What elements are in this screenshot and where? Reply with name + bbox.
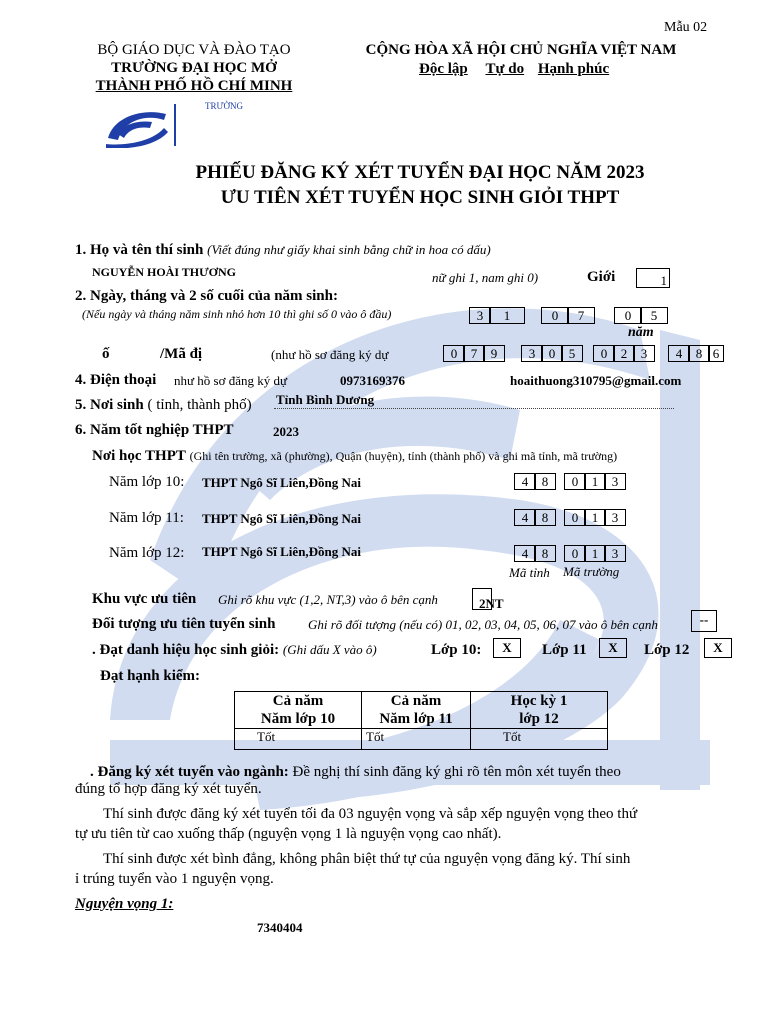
excellence-g11-label: Lớp 11	[542, 642, 587, 658]
conduct-value-g11: Tốt	[362, 729, 471, 750]
conduct-label: Đạt hạnh kiểm:	[100, 668, 201, 684]
q1-label: 1. Họ và tên thí sinh	[75, 242, 204, 258]
motto-freedom: Tự do	[485, 61, 525, 77]
school-code-digit: 1	[584, 509, 606, 526]
grade10-school: THPT Ngô Sĩ Liên,Đồng Nai	[202, 475, 362, 490]
q3-hint: (như hồ sơ đăng ký dự	[271, 347, 389, 362]
university-name-line1: TRƯỜNG ĐẠI HỌC MỞ	[111, 60, 277, 76]
register-para2-l2: tự ưu tiên từ cao xuống thấp (nguyện vọng 1 là nguyện vọng cao nhất).	[75, 826, 502, 842]
grad-year: 2023	[273, 424, 299, 439]
birthplace-dotted-line	[274, 408, 674, 409]
birthplace-value: Tỉnh Bình Dương	[276, 392, 375, 407]
q4-label: 4. Điện thoại	[75, 372, 157, 388]
conduct-header-g12: Học kỳ 1 lớp 12	[471, 692, 608, 729]
school-code-digit: 3	[604, 509, 626, 526]
conduct-value-g12: Tốt	[471, 729, 608, 750]
email-value: hoaithuong310795@gmail.com	[510, 373, 682, 388]
q5-hint: ( tỉnh, thành phố)	[147, 397, 252, 413]
gender-box: 1	[636, 268, 670, 288]
q1-hint: (Viết đúng như giấy khai sinh bằng chữ in hoa có dấu)	[207, 242, 491, 257]
grade11-school: THPT Ngô Sĩ Liên,Đồng Nai	[202, 511, 362, 526]
priority-area-value: 2NT	[479, 596, 504, 611]
dob-digit: 7	[567, 307, 595, 324]
excellence-g10-label: Lớp 10:	[431, 642, 482, 658]
excellence-g12-label: Lớp 12	[644, 642, 690, 658]
gender-label: Giới	[587, 269, 616, 285]
motto-independence: Độc lập	[419, 61, 468, 77]
conduct-header-g11: Cả năm Năm lớp 11	[362, 692, 471, 729]
wish1-label: Nguyện vọng 1:	[75, 896, 174, 912]
grade11-label: Năm lớp 11:	[109, 510, 184, 526]
id-digit: 3	[633, 345, 655, 362]
school-code-digit: 1	[584, 545, 606, 562]
motto	[419, 61, 609, 78]
q2-label: 2. Ngày, tháng và 2 số cuối của năm sinh:	[75, 288, 338, 304]
motto-happiness: Hạnh phúc	[537, 61, 610, 77]
id-digit: 5	[561, 345, 583, 362]
priority-area-label: Khu vực ưu tiên	[92, 591, 197, 607]
school-code-digit: 0	[564, 509, 586, 526]
nation-name: CỘNG HÒA XÃ HỘI CHỦ NGHĨA VIỆT NAM	[365, 42, 677, 58]
priority-subject-hint: Ghi rõ đối tượng (nếu có) 01, 02, 03, 04, 05, 06, 07 vào ô bên cạnh	[308, 617, 658, 632]
university-name-line2: THÀNH PHỐ HỒ CHÍ MINH	[95, 78, 293, 94]
id-digit: 3	[521, 345, 543, 362]
excellence-g11-mark: X	[599, 638, 627, 658]
excellence-g12-mark: X	[704, 638, 732, 658]
school-code-digit: 0	[564, 473, 586, 490]
school-code-digit: 0	[564, 545, 586, 562]
dob-digit: 3	[469, 307, 491, 324]
id-digit: 8	[688, 345, 710, 362]
q3-label-so: ố	[102, 346, 110, 362]
q2-hint: (Nếu ngày và tháng năm sinh nhỏ hơn 10 thì ghi số 0 vào ô đầu)	[82, 307, 392, 321]
register-para2-l1: Thí sinh được đăng ký xét tuyển tối đa 03 nguyện vọng và sắp xếp nguyện vọng theo thứ	[103, 806, 638, 822]
school-code-digit: 3	[604, 545, 626, 562]
conduct-header-g10: Cả năm Năm lớp 10	[235, 692, 362, 729]
conduct-value-g10: Tốt	[235, 729, 362, 750]
province-digit: 4	[514, 473, 536, 490]
university-logo	[104, 104, 184, 148]
gender-hint: nữ ghi 1, nam ghi 0)	[432, 270, 539, 285]
grade12-school: THPT Ngô Sĩ Liên,Đồng Nai	[202, 544, 362, 559]
province-digit: 8	[534, 509, 556, 526]
school-label: Nơi học THPT	[92, 448, 186, 464]
phone-value: 0973169376	[340, 373, 405, 388]
id-digit: 6	[708, 345, 724, 362]
id-digit: 0	[541, 345, 563, 362]
q5-label: 5. Nơi sinh	[75, 397, 144, 413]
dob-digit: 5	[640, 307, 668, 324]
id-digit: 2	[613, 345, 635, 362]
dob-digit: 0	[614, 307, 642, 324]
grade10-label: Năm lớp 10:	[109, 474, 185, 490]
id-digit: 0	[593, 345, 615, 362]
form-number: Mẫu 02	[664, 20, 708, 35]
province-digit: 4	[514, 545, 536, 562]
register-para3-l2: ỉ trúng tuyển vào 1 nguyện vọng.	[75, 871, 274, 887]
conduct-table	[234, 691, 608, 750]
priority-subject-box: --	[691, 610, 717, 632]
q4-hint: như hồ sơ đăng ký dự	[174, 373, 288, 388]
province-digit: 4	[514, 509, 536, 526]
id-digit: 0	[443, 345, 465, 362]
dob-digit: 1	[489, 307, 525, 324]
priority-area-hint: Ghi rõ khu vực (1,2, NT,3) vào ô bên cạnh	[218, 592, 438, 607]
q6-label: 6. Năm tốt nghiệp THPT	[75, 422, 234, 438]
id-digit: 4	[668, 345, 690, 362]
form-title-line2: ƯU TIÊN XÉT TUYỂN HỌC SINH GIỎI THPT	[220, 187, 620, 208]
register-text2: đúng tổ hợp đăng ký xét tuyển.	[75, 781, 262, 797]
logo-caption: TRƯỜNG	[205, 101, 243, 111]
province-digit: 8	[534, 473, 556, 490]
form-title-line1: PHIẾU ĐĂNG KÝ XÉT TUYỂN ĐẠI HỌC NĂM 2023	[195, 162, 645, 183]
register-para3-l1: Thí sinh được xét bình đẳng, không phân biệt thứ tự của nguyện vọng đăng ký. Thí sinh	[103, 851, 631, 867]
ministry-name: BỘ GIÁO DỤC VÀ ĐÀO TẠO	[97, 42, 291, 58]
id-digit: 7	[463, 345, 485, 362]
wish1-code: 7340404	[257, 920, 303, 935]
priority-subject-label: Đối tượng ưu tiên tuyển sinh	[92, 616, 276, 632]
candidate-name: NGUYỄN HOÀI THƯƠNG	[92, 265, 237, 279]
excellence-hint: (Ghi dấu X vào ô)	[282, 642, 377, 657]
school-code-digit: 3	[604, 473, 626, 490]
dob-digit: 0	[541, 307, 569, 324]
school-code-caption: Mã trường	[563, 564, 620, 579]
id-digit: 9	[483, 345, 505, 362]
excellence-label: . Đạt danh hiệu học sinh giỏi:	[92, 642, 280, 658]
school-hint: (Ghi tên trường, xã (phường), Quận (huyện), tỉnh (thành phố) và ghi mã tỉnh, mã trường)	[189, 449, 618, 463]
school-code-digit: 1	[584, 473, 606, 490]
year-label: năm	[628, 325, 654, 340]
register-label: . Đăng ký xét tuyển vào ngành:	[90, 764, 289, 780]
province-digit: 8	[534, 545, 556, 562]
excellence-g10-mark: X	[493, 638, 521, 658]
q3-label-ma: /Mã đị	[160, 346, 203, 362]
register-text1: Đề nghị thí sinh đăng ký ghi rõ tên môn xét tuyển theo	[292, 764, 621, 780]
province-code-caption: Mã tỉnh	[509, 565, 550, 580]
grade12-label: Năm lớp 12:	[109, 545, 185, 561]
